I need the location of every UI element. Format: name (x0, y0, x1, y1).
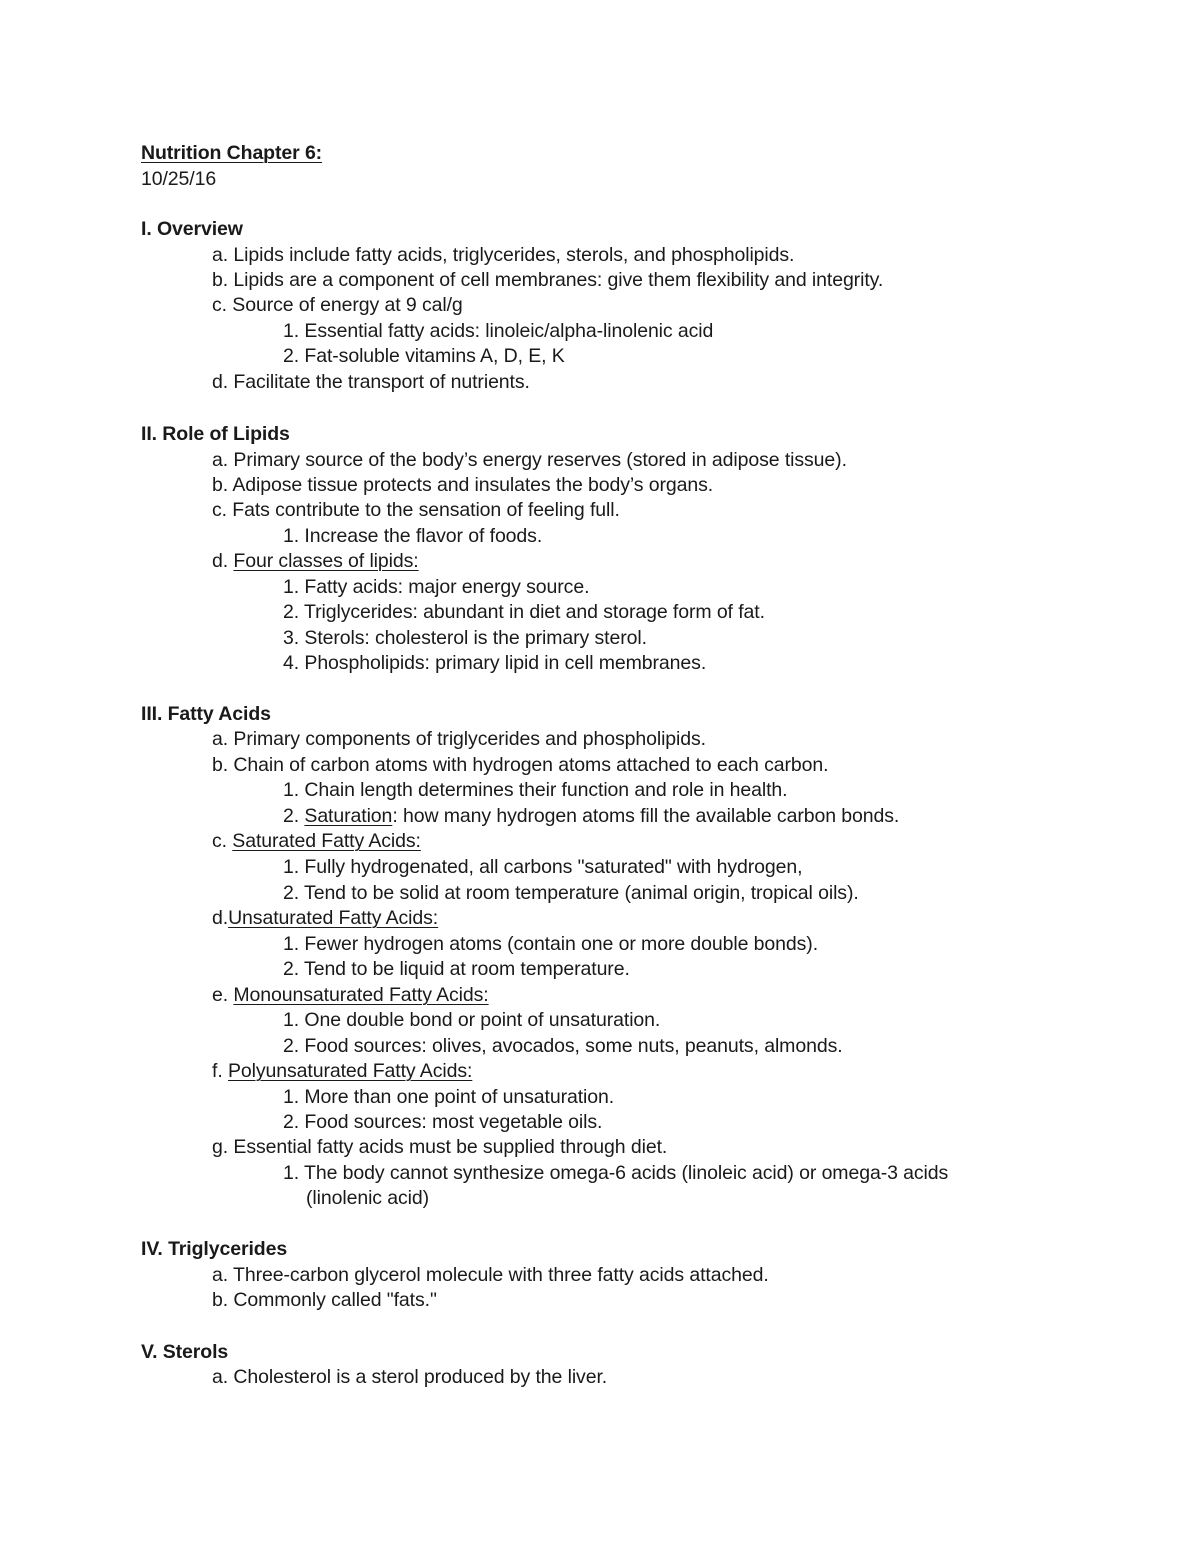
subitem-text: Fatty acids: major energy source. (304, 576, 590, 598)
subitem-label: 1. (283, 320, 300, 342)
list-item (212, 1263, 769, 1288)
section-heading: III. Fatty Acids (141, 703, 271, 725)
list-item (212, 293, 463, 318)
subitem-label: 4. (283, 652, 300, 674)
list-item (212, 983, 489, 1008)
sub-list-item (283, 855, 802, 880)
subitem-label: 2. (283, 958, 300, 980)
item-label: a. (212, 1366, 229, 1388)
sub-list-item (283, 778, 788, 803)
sub-list-item-continuation: (linolenic acid) (306, 1187, 430, 1209)
subitem-text: : how many hydrogen atoms fill the available carbon bonds. (392, 805, 900, 827)
item-text: Essential fatty acids must be supplied through diet. (233, 1136, 668, 1158)
subitem-text: Tend to be solid at room temperature (animal origin, tropical oils). (304, 882, 859, 904)
subitem-label: 1. (283, 933, 300, 955)
item-label: g. (212, 1136, 229, 1158)
item-underlined-text: Four classes of lipids: (233, 550, 419, 572)
subitem-text: The body cannot synthesize omega-6 acids (linoleic acid) or omega-3 acids (304, 1162, 949, 1184)
item-underlined-text: Monounsaturated Fatty Acids: (233, 984, 489, 1006)
sub-list-item (283, 319, 713, 344)
item-text: Fats contribute to the sensation of feeling full. (232, 499, 620, 521)
item-text: Cholesterol is a sterol produced by the liver. (233, 1366, 608, 1388)
item-label: d. (212, 907, 229, 929)
subitem-label: 1. (283, 1086, 300, 1108)
item-label: e. (212, 984, 229, 1006)
list-item (212, 448, 847, 473)
subitem-label: 1. (283, 576, 300, 598)
subitem-text: Triglycerides: abundant in diet and storage form of fat. (304, 601, 765, 623)
list-item (212, 1365, 607, 1390)
list-item (212, 1059, 472, 1084)
sub-list-item (283, 524, 542, 549)
item-label: a. (212, 449, 229, 471)
subitem-text: Fewer hydrogen atoms (contain one or more double bonds). (304, 933, 819, 955)
item-label: b. (212, 269, 229, 291)
sub-list-item (283, 651, 706, 676)
subitem-label: 1. (283, 779, 300, 801)
sub-list-item (283, 1161, 948, 1186)
item-text: Commonly called "fats." (233, 1289, 437, 1311)
list-item (212, 268, 883, 293)
list-item (212, 549, 419, 574)
subitem-text: Fat-soluble vitamins A, D, E, K (304, 345, 565, 367)
sub-list-item (283, 1008, 660, 1033)
subitem-label: 1. (283, 1009, 300, 1031)
section-heading: IV. Triglycerides (141, 1238, 288, 1260)
subitem-text: Sterols: cholesterol is the primary sterol. (304, 627, 647, 649)
subitem-text: Food sources: olives, avocados, some nuts, peanuts, almonds. (304, 1035, 843, 1057)
subitem-text: Fully hydrogenated, all carbons "saturated" with hydrogen, (304, 856, 803, 878)
item-text: Primary components of triglycerides and phospholipids. (233, 728, 706, 750)
item-text: Lipids include fatty acids, triglycerides, sterols, and phospholipids. (233, 244, 795, 266)
subitem-text: Tend to be liquid at room temperature. (304, 958, 630, 980)
item-text: Source of energy at 9 cal/g (232, 294, 463, 316)
item-underlined-text: Saturated Fatty Acids: (232, 830, 421, 852)
subitem-text: One double bond or point of unsaturation. (304, 1009, 661, 1031)
subitem-text: Food sources: most vegetable oils. (304, 1111, 603, 1133)
document-title: Nutrition Chapter 6: (141, 142, 323, 164)
subitem-label: 2. (283, 1035, 300, 1057)
subitem-label: 2. (283, 345, 300, 367)
list-item (212, 498, 620, 523)
section-heading: I. Overview (141, 218, 243, 240)
item-label: a. (212, 1264, 229, 1286)
subitem-label: 2. (283, 882, 300, 904)
subitem-underlined-text: Saturation (304, 805, 393, 827)
section-heading: V. Sterols (141, 1341, 229, 1363)
item-label: b. (212, 1289, 229, 1311)
list-item (212, 753, 828, 778)
item-label: c. (212, 499, 227, 521)
list-item (212, 473, 713, 498)
sub-list-item (283, 575, 589, 600)
list-item (212, 370, 530, 395)
item-text: Primary source of the body’s energy reserves (stored in adipose tissue). (233, 449, 847, 471)
subitem-label: 3. (283, 627, 300, 649)
subitem-label: 2. (283, 805, 300, 827)
item-label: a. (212, 244, 229, 266)
sub-list-item (283, 1034, 843, 1059)
subitem-text: Increase the flavor of foods. (304, 525, 543, 547)
item-label: a. (212, 728, 229, 750)
item-label: c. (212, 294, 227, 316)
item-underlined-text: Unsaturated Fatty Acids: (228, 907, 439, 929)
item-underlined-text: Polyunsaturated Fatty Acids: (227, 1060, 473, 1082)
sub-list-item (283, 626, 647, 651)
list-item (212, 906, 438, 931)
subitem-text: Chain length determines their function and role in health. (304, 779, 788, 801)
item-text: Lipids are a component of cell membranes: give them flexibility and integrity. (233, 269, 884, 291)
list-item (212, 829, 421, 854)
subitem-text: Essential fatty acids: linoleic/alpha-linolenic acid (304, 320, 714, 342)
subitem-label: 1. (283, 1162, 300, 1184)
subitem-label: 2. (283, 601, 300, 623)
subitem-label: 1. (283, 525, 300, 547)
section-heading: II. Role of Lipids (141, 423, 290, 445)
sub-list-item (283, 881, 859, 906)
item-text: Three-carbon glycerol molecule with three fatty acids attached. (233, 1264, 769, 1286)
sub-list-item (283, 957, 630, 982)
list-item (212, 243, 794, 268)
list-item (212, 1288, 437, 1313)
sub-list-item (283, 1110, 602, 1135)
item-label: f. (212, 1060, 223, 1082)
item-text: Chain of carbon atoms with hydrogen atoms attached to each carbon. (233, 754, 829, 776)
sub-list-item (283, 600, 765, 625)
list-item (212, 1135, 667, 1160)
document-date: 10/25/16 (141, 168, 217, 190)
item-label: c. (212, 830, 227, 852)
list-item (212, 727, 706, 752)
item-text: Adipose tissue protects and insulates the body’s organs. (232, 474, 714, 496)
sub-list-item (283, 344, 565, 369)
item-label: b. (212, 754, 229, 776)
sub-list-item (283, 1085, 614, 1110)
item-text: Facilitate the transport of nutrients. (233, 371, 530, 393)
item-label: b. (212, 474, 229, 496)
subitem-text: Phospholipids: primary lipid in cell membranes. (304, 652, 707, 674)
item-label: d. (212, 371, 229, 393)
item-label: d. (212, 550, 229, 572)
sub-list-item (283, 804, 899, 829)
subitem-text: More than one point of unsaturation. (304, 1086, 615, 1108)
subitem-label: 2. (283, 1111, 300, 1133)
subitem-label: 1. (283, 856, 300, 878)
sub-list-item (283, 932, 818, 957)
